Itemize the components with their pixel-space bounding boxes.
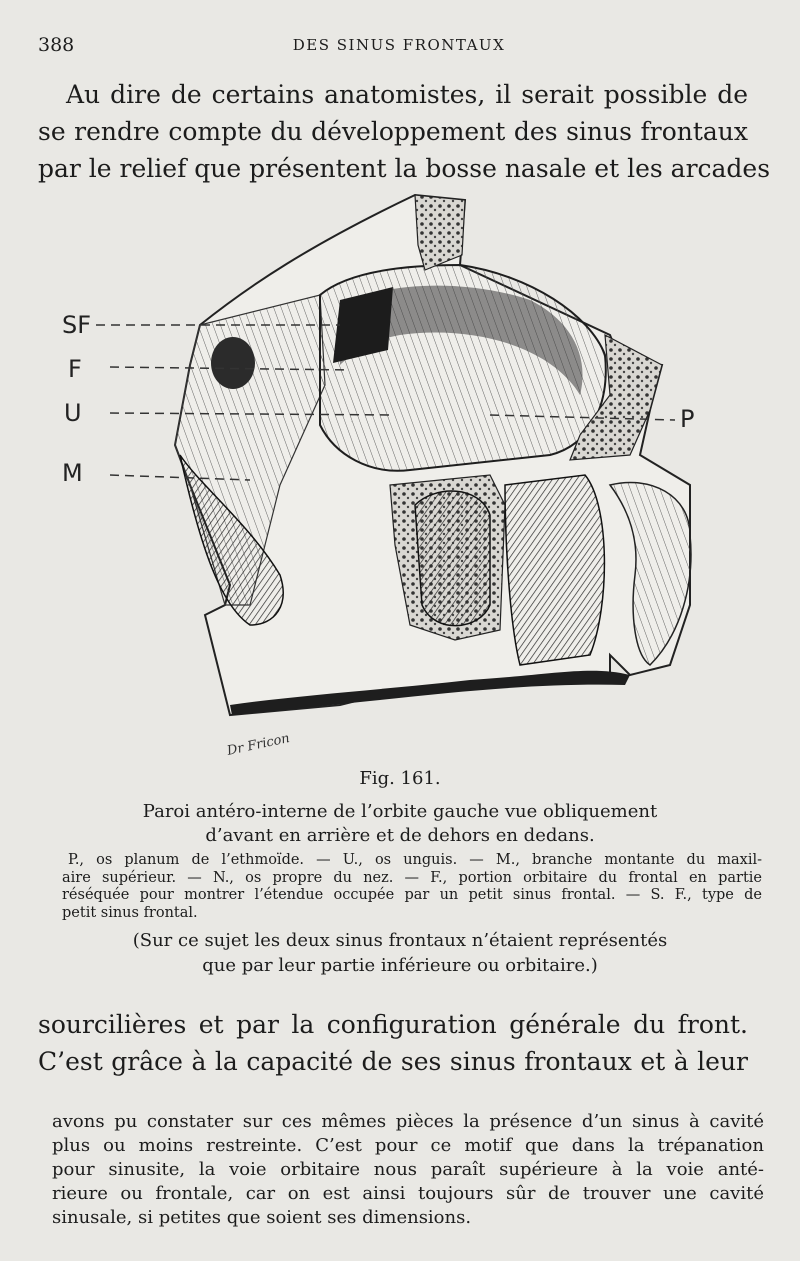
text-line: par le relief que présentent la bosse nasale et les arcades bbox=[38, 154, 771, 183]
text-line: sourcilières et par la configuration générale du front. bbox=[38, 1010, 748, 1039]
small-paragraph bbox=[52, 1110, 764, 1230]
legend-line: aire supérieur. — N., os propre du nez. — F., portion orbitaire du frontal en partie bbox=[62, 869, 762, 886]
label-sf: SF bbox=[62, 311, 92, 339]
legend-line: réséquée pour montrer l’étendue occupée par un petit sinus frontal. — S. F., type de bbox=[62, 887, 762, 903]
text-line: C’est grâce à la capacité de ses sinus frontaux et à leur bbox=[38, 1047, 748, 1076]
text-line: pour sinusite, la voie orbitaire nous paraît supérieure à la voie anté- bbox=[52, 1159, 764, 1180]
foramen-hole bbox=[211, 337, 255, 389]
text-line: sinusale, si petites que soient ses dimensions. bbox=[52, 1207, 472, 1228]
text-line: rieure ou frontale, car on est ainsi toujours sûr de trouver une cavité bbox=[52, 1183, 764, 1204]
artist-signature: Dr Fricon bbox=[225, 731, 292, 759]
caption-line: Paroi antéro-interne de l’orbite gauche vue obliquement bbox=[142, 801, 658, 822]
label-m: M bbox=[62, 459, 83, 487]
top-paragraph bbox=[38, 76, 771, 187]
middle-paragraph bbox=[38, 1006, 748, 1080]
label-p: P bbox=[680, 405, 695, 433]
legend-line: P., os planum de l’ethmoïde. — U., os unguis. — M., branche montante du maxil- bbox=[68, 852, 762, 868]
page-number: 388 bbox=[38, 34, 75, 56]
running-head bbox=[38, 34, 760, 58]
text-line: Au dire de certains anatomistes, il serait possible de bbox=[66, 80, 748, 109]
lower-cavity-left bbox=[415, 491, 490, 626]
text-line: avons pu constater sur ces mêmes pièces la présence d’un sinus à cavité bbox=[52, 1111, 764, 1132]
anatomical-illustration bbox=[50, 185, 750, 765]
caption-line: d’avant en arrière et de dehors en dedans. bbox=[205, 825, 595, 846]
text-line: plus ou moins restreinte. C’est pour ce motif que dans la trépanation bbox=[52, 1135, 764, 1156]
running-title: DES SINUS FRONTAUX bbox=[292, 36, 506, 54]
label-u: U bbox=[64, 399, 82, 427]
figure-legend bbox=[62, 852, 762, 922]
note-line: (Sur ce sujet les deux sinus frontaux n’étaient représentés bbox=[132, 930, 668, 951]
figure-number: Fig. 161. bbox=[359, 768, 441, 789]
figure-caption bbox=[60, 800, 740, 848]
legend-line: petit sinus frontal. bbox=[62, 904, 198, 921]
note-line: que par leur partie inférieure ou orbitaire.) bbox=[202, 955, 598, 976]
label-f: F bbox=[68, 355, 82, 383]
figure-note bbox=[60, 928, 740, 978]
orbit-engraving bbox=[50, 185, 750, 765]
lower-cavity-right bbox=[505, 475, 604, 665]
text-line: se rendre compte du développement des sinus frontaux bbox=[38, 117, 748, 146]
